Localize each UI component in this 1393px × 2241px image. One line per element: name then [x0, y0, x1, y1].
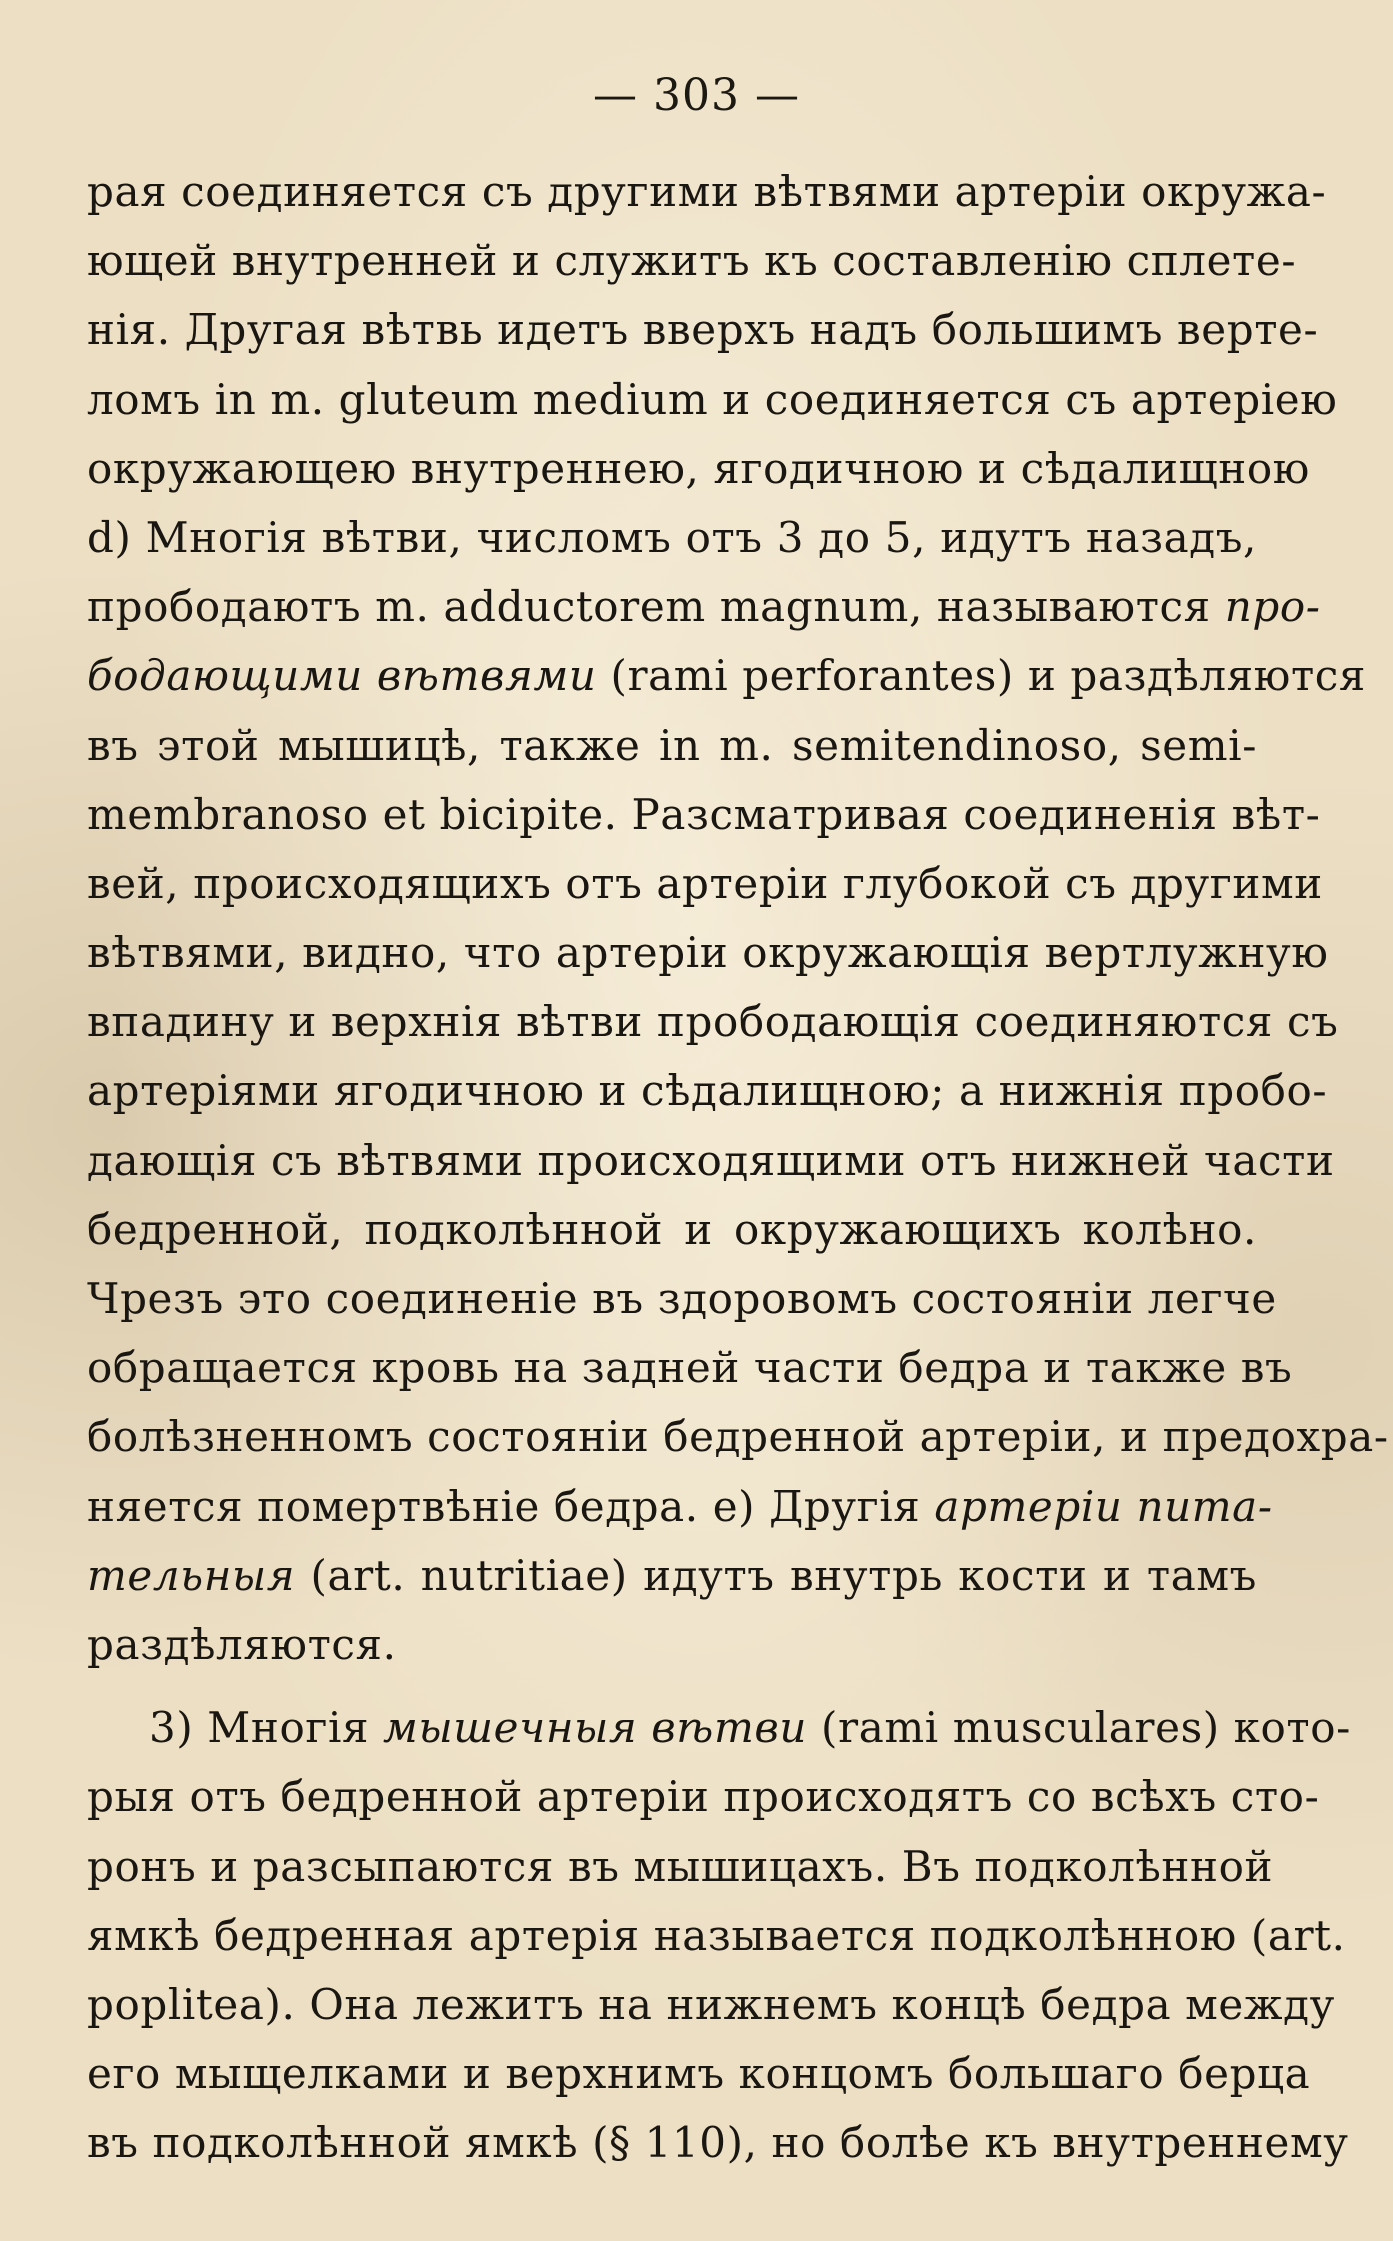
paragraph-gap — [87, 1679, 1257, 1693]
text-run: (art. nutritiae) идутъ внутрь кости и тамъ — [295, 1550, 1257, 1600]
text-run: (rami perforantes) и раздѣляются — [596, 651, 1366, 701]
text-line-paragraph-end: раздѣляются. — [87, 1619, 397, 1669]
text-line: рыя отъ бедренной артеріи происходятъ со всѣхъ сто- — [87, 1772, 1320, 1822]
text-line — [87, 1541, 1257, 1610]
body-text — [87, 157, 1389, 2177]
text-run: 3) Многія — [149, 1703, 384, 1753]
text-line: d) Многія вѣтви, числомъ отъ 3 до 5, идутъ назадъ, — [87, 512, 1257, 562]
text-line: нія. Другая вѣтвь идетъ вверхъ надъ большимъ верте- — [87, 305, 1319, 355]
text-line: въ подколѣнной ямкѣ (§ 110), но болѣе къ внутреннему — [87, 2118, 1349, 2168]
text-line — [87, 572, 1321, 641]
text-line: poplitea). Она лежитъ на нижнемъ концѣ бедра между — [87, 1979, 1335, 2029]
text-line: вѣтвями, видно, что артеріи окружающія вертлужную — [87, 928, 1329, 978]
text-line-paragraph-start — [87, 1693, 1351, 1762]
text-line: вей, происходящихъ отъ артеріи глубокой съ другими — [87, 858, 1323, 908]
text-line: бедренной, подколѣнной и окружающихъ колѣно. — [87, 1204, 1257, 1254]
text-line: рая соединяется съ другими вѣтвями артеріи окружа- — [87, 167, 1327, 216]
italic-term: про- — [1224, 582, 1321, 632]
italic-term: бодающими вѣтвями — [87, 651, 597, 701]
text-line — [87, 641, 1366, 710]
text-line: ломъ in m. gluteum medium и соединяется съ артеріею — [87, 374, 1338, 424]
text-line: окружающею внутреннею, ягодичною и сѣдалищною — [87, 443, 1310, 493]
italic-term: артеріи пита- — [934, 1481, 1273, 1531]
text-line: ющей внутренней и служитъ къ составленію сплете- — [87, 236, 1297, 286]
text-line: дающія съ вѣтвями происходящими отъ нижней части — [87, 1135, 1335, 1185]
italic-term: мышечныя вѣтви — [383, 1703, 808, 1753]
text-line: артеріями ягодичною и сѣдалищною; а нижнія пробо- — [87, 1066, 1328, 1116]
text-line: впадину и верхнія вѣтви прободающія соединяются съ — [87, 997, 1339, 1047]
text-line: обращается кровь на задней части бедра и также въ — [87, 1343, 1293, 1393]
text-line: membranoso et bicipite. Разсматривая соединенія вѣт- — [87, 789, 1321, 839]
text-line: болѣзненномъ состояніи бедренной артеріи, и предохра- — [87, 1412, 1389, 1462]
text-line — [87, 1472, 1273, 1541]
text-line: ронъ и разсыпаются въ мышицахъ. Въ подколѣнной — [87, 1841, 1274, 1891]
text-line: его мыщелками и верхнимъ концомъ большаго берца — [87, 2049, 1311, 2099]
text-line: въ этой мышицѣ, также in m. semitendinoso, semi- — [87, 720, 1257, 770]
page-number: — 303 — — [593, 70, 800, 121]
text-run: няется помертвѣніе бедра. е) Другія — [87, 1481, 935, 1531]
text-run: (rami musculares) кото- — [807, 1703, 1351, 1753]
text-line: ямкѣ бедренная артерія называется подколѣнною (art. — [87, 1910, 1346, 1960]
italic-term: тельныя — [87, 1550, 296, 1600]
text-run: прободаютъ m. adductorem magnum, называются — [87, 582, 1225, 632]
text-line: Чрезъ это соединеніе въ здоровомъ состояніи легче — [87, 1274, 1277, 1323]
